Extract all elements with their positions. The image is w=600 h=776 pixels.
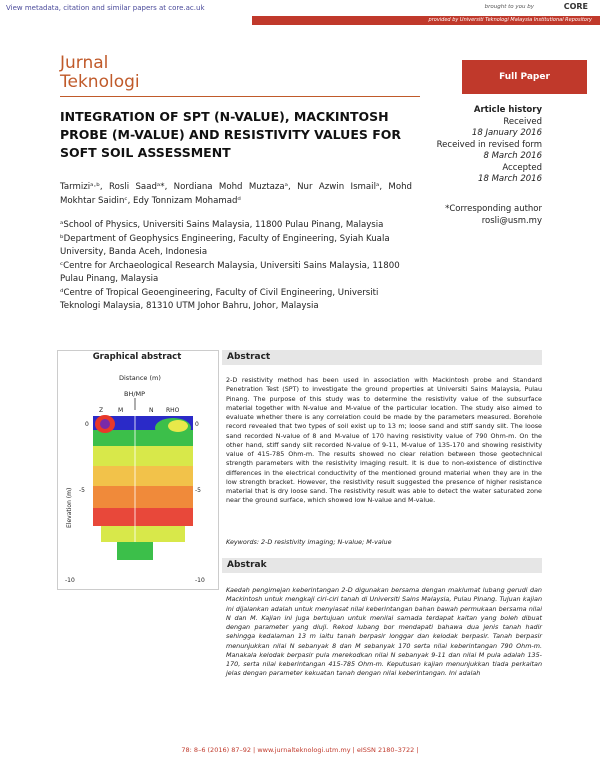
core-logo[interactable]: CORE xyxy=(563,2,588,11)
bh-label: BH/MP xyxy=(124,390,146,398)
left-tick-0: 0 xyxy=(85,421,89,428)
received-date: 18 January 2016 xyxy=(471,128,542,138)
elevation-axis-label: Elevation (m) xyxy=(66,487,73,528)
corresponding-author xyxy=(420,204,542,227)
history-title: Article history xyxy=(473,105,542,115)
received-label: Received xyxy=(503,116,542,127)
left-tick-10: -10 xyxy=(65,577,75,584)
resistivity-section xyxy=(93,415,193,560)
keywords: Keywords: 2-D resistivity imaging; N-value; M-value xyxy=(226,538,392,546)
corresponding-email[interactable]: rosli@usm.my xyxy=(481,215,542,226)
journal-divider xyxy=(60,96,420,97)
right-tick-0: 0 xyxy=(195,421,199,428)
affiliation-a: ᵃSchool of Physics, Universiti Sains Malaysia, 11800 Pulau Pinang, Malaysia xyxy=(60,220,384,230)
left-tick-5: -5 xyxy=(79,487,85,494)
right-tick-5: -5 xyxy=(195,487,201,494)
affiliation-d: ᵈCentre of Tropical Geoengineering, Faculty of Civil Engineering, Universiti Teknologi Malaysia, 81310 UTM Johor Bahru, Johor, Malaysia xyxy=(60,287,379,311)
graphical-abstract-title: Graphical abstract xyxy=(92,352,182,362)
corresponding-label: *Corresponding author xyxy=(445,204,542,214)
right-tick-10: -10 xyxy=(195,577,205,584)
revised-date: 8 March 2016 xyxy=(483,151,542,161)
abstrak-heading: Abstrak xyxy=(222,558,542,573)
abstract-body: 2-D resistivity method has been used in association with Mackintosh probe and Standard Penetration Test (SPT) to investigate the ground properties at Universiti Sains Malaysia, Pulau Pinang. The purpose of this study was to determine the resistivity value of the subsurface material together with N-value and M-value of the particular location. The study also aimed to evaluate whether there is any correlation could be made by the parameters measured. Borehole record revealed that two types of soil exist up to 13 m; loose sand and stiff sandy silt. The loose sand recorded N-value of 8 and M-value of 170 having resistivity value of 790 Ohm-m. On the other hand, stiff sandy silt recorded N-value of 9-11, M-value of 135-170 and showing resistivity value of 415-785 Ohm-m. The results showed no clear relation between those geotechnical strength parameters with the resistivity imaging result. It is due to non-existence of distinctive differences in the electrical conductivity of the mentioned ground material when they are in the low strength bracket. However, the resistivity result suggested the presence of higher resistance material that is dry loose sand. The resistivity result was able to detect the water saturated zone near the ground surface, which showed low N-value and M-value. xyxy=(226,376,542,505)
journal-name-line2: Teknologi xyxy=(60,72,140,92)
article-history xyxy=(420,105,542,186)
col-m: M xyxy=(118,407,124,414)
article-title: INTEGRATION OF SPT (N-VALUE), MACKINTOSH PROBE (M-VALUE) AND RESISTIVITY VALUES FOR SOFT SOIL ASSESSMENT xyxy=(60,109,402,160)
affiliations xyxy=(60,219,412,314)
author-list: Tarmiziᵃ·ᵇ, Rosli Saadᵃ*, Nordiana Mohd Muztazaᵃ, Nur Azwin Ismailᵃ, Mohd Mokhtar Saidinᶜ, Edy Tonnizam Mohamadᵈ xyxy=(60,182,412,206)
repository-banner[interactable]: provided by Universiti Teknologi Malaysia Institutional Repository xyxy=(252,16,600,25)
abstract-heading: Abstract xyxy=(222,350,542,365)
journal-name xyxy=(60,54,140,92)
distance-axis-label: Distance (m) xyxy=(119,374,161,382)
core-metadata-link[interactable]: View metadata, citation and similar papers at core.ac.uk xyxy=(6,4,205,12)
accepted-date: 18 March 2016 xyxy=(478,174,542,184)
abstrak-body: Kaedah pengimejan keberintangan 2-D digunakan bersama dengan maklumat lubang gerudi dan Mackintosh untuk mengkaji ciri-ciri tanah di Universiti Sains Malaysia, Pulau Pinang. Tujuan kajian ini dijalankan adalah untuk menyiasat nilai keberintangan bahan bawah permukaan bersama nilai N dan M. Kajian ini juga bertujuan untuk menilai samada terdapat kaitan yang boleh dibuat dengan parameter yang diuji. Rekod lubang bor mendapati bahawa dua jenis tanah hadir sehingga kedalaman 13 m iaitu tanah berpasir longgar dan kelodak berpasir. Tanah berpasir menunjukkan nilai N sebanyak 8 dan M sebanyak 170 serta nilai keberintangan 790 Ohm-m. Manakala kelodak berpasir pula merekodkan nilai N sebanyak 9-11 dan nilai M pula adalah 135-170, serta nilai keberintangan 415-785 Ohm-m. Keputusan kajian menunjukkan tiada perkaitan jelas dengan parameter kekuatan tanah dengan nilai keberintangan. Ini adalah xyxy=(226,586,542,678)
page-footer: 78: 8–6 (2016) 87–92 | www.jurnalteknologi.utm.my | eISSN 2180–3722 | xyxy=(181,746,419,754)
col-n: N xyxy=(149,407,154,414)
affiliation-b: ᵇDepartment of Geophysics Engineering, Faculty of Engineering, Syiah Kuala University, Banda Aceh, Indonesia xyxy=(60,233,390,257)
col-z: Z xyxy=(99,407,104,414)
graphical-abstract-figure xyxy=(63,368,213,584)
journal-name-line1: Jurnal xyxy=(60,53,109,73)
brought-to-you-text: brought to you by xyxy=(484,4,534,10)
affiliation-c: ᶜCentre for Archaeological Research Malaysia, Universiti Sains Malaysia, 11800 Pulau Pinang, Malaysia xyxy=(60,260,400,284)
full-paper-badge: Full Paper xyxy=(462,60,587,94)
revised-label: Received in revised form xyxy=(436,139,542,150)
col-rho: RHO xyxy=(166,407,180,414)
accepted-label: Accepted xyxy=(502,162,542,173)
